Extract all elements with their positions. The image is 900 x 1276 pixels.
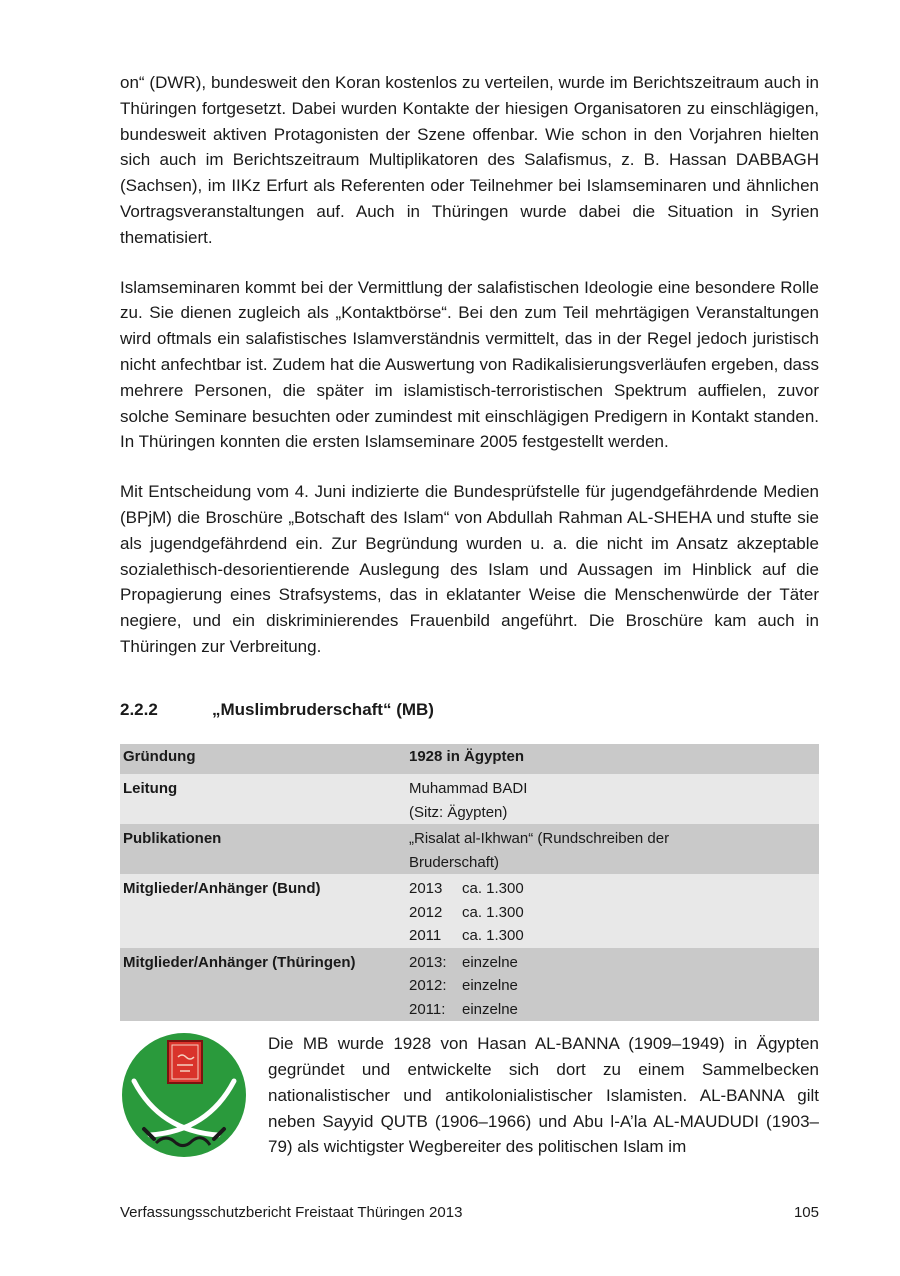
section-heading <box>120 700 819 720</box>
table-row <box>120 774 819 824</box>
thueringen-row <box>409 951 816 975</box>
page-footer <box>120 1204 819 1221</box>
value-thueringen <box>406 948 819 1022</box>
label-gruendung: Gründung <box>120 744 406 775</box>
thueringen-value: einzelne <box>462 953 518 971</box>
bund-row <box>409 877 816 901</box>
publikationen-line2: Bruderschaft) <box>409 853 500 871</box>
thueringen-row <box>409 998 816 1022</box>
value-gruendung: 1928 in Ägypten <box>406 744 819 775</box>
emblem-and-text <box>120 1031 819 1160</box>
table-row <box>120 824 819 874</box>
section-number: 2.2.2 <box>120 699 158 719</box>
bund-value: ca. 1.300 <box>462 927 524 945</box>
thueringen-year: 2011: <box>409 1000 446 1018</box>
page-number: 105 <box>793 1204 819 1221</box>
leitung-sitz: (Sitz: Ägypten) <box>409 803 508 821</box>
table-row <box>120 948 819 1022</box>
bund-row <box>409 901 816 925</box>
table-row <box>120 874 819 948</box>
paragraph-islamseminare: Islamseminaren kommt bei der Vermittlung der salafistischen Ideologie eine besondere Rolle zu. Sie dienen zugleich als „Kontaktbörse“. Bei den zum Teil mehrtägigen Veranstaltungen wird oftmals ein salafistisches Islamverständnis vermittelt, das in der Regel jedoch juristisch nicht anfechtbar ist. Zudem hat die Auswertung von Radikalisierungsverläufen ergeben, dass mehrere Personen, die später im islamistisch-terroristischen Spektrum auffielen, zuvor solche Seminare besuchten oder zumindest mit einschlägigen Predigern in Kontakt standen. In Thüringen konnten die ersten Islamseminare 2005 festgestellt werden. <box>120 277 819 452</box>
footer-title: Verfassungsschutzbericht Freistaat Thüringen 2013 <box>120 1204 463 1221</box>
label-bund: Mitglieder/Anhänger (Bund) <box>120 874 406 948</box>
label-leitung: Leitung <box>120 774 406 824</box>
muslim-brotherhood-emblem-icon <box>120 1031 248 1159</box>
page-content <box>120 70 819 1160</box>
leitung-name: Muhammad BADI <box>409 780 528 798</box>
label-thueringen: Mitglieder/Anhänger (Thüringen) <box>120 948 406 1022</box>
thueringen-value: einzelne <box>462 977 518 995</box>
table-row <box>120 744 819 775</box>
label-publikationen: Publikationen <box>120 824 406 874</box>
emblem-book <box>168 1041 202 1083</box>
thueringen-row <box>409 974 816 998</box>
bund-year: 2011 <box>409 927 442 945</box>
bund-value: ca. 1.300 <box>462 903 524 921</box>
bund-year: 2013 <box>409 880 443 898</box>
value-publikationen <box>406 824 819 874</box>
facts-table <box>120 744 819 1022</box>
thueringen-year: 2012: <box>409 977 447 995</box>
paragraph-mb-history: Die MB wurde 1928 von Hasan AL-BANNA (1909–1949) in Ägypten gegründet und entwickelte sich dort zu einem Sammelbecken nationalistischer und antikolonialistischer Islamisten. AL-BANNA gilt neben Sayyid QUTB (1906–1966) und Abu l-A’la AL-MAUDUDI (1903–79) als wichtigster Wegbereiter des politischen Islam im <box>268 1034 819 1157</box>
bund-value: ca. 1.300 <box>462 880 524 898</box>
value-leitung <box>406 774 819 824</box>
bund-year: 2012 <box>409 903 443 921</box>
paragraph-bpjm: Mit Entscheidung vom 4. Juni indizierte die Bundesprüfstelle für jugendgefährdende Medien (BPjM) die Broschüre „Botschaft des Islam“ von Abdullah Rahman AL-SHEHA und stufte sie als jugendgefährdend ein. Zur Begründung wurden u. a. die nicht im Ansatz akzeptable sozialethisch-desorientierende Auslegung des Islam und Aussagen im Hinblick auf die Propagierung eines Strafsystems, das in eklatanter Weise die Menschenwürde der Täter negiere, und ein diskriminierendes Frauenbild angeführt. Die Broschüre kam auch in Thüringen zur Verbreitung. <box>120 482 819 656</box>
value-bund <box>406 874 819 948</box>
thueringen-value: einzelne <box>462 1000 518 1018</box>
bund-row <box>409 924 816 948</box>
thueringen-year: 2013: <box>409 953 447 971</box>
section-title: „Muslimbruderschaft“ (MB) <box>212 699 434 719</box>
publikationen-line1: „Risalat al-Ikhwan“ (Rundschreiben der <box>409 830 670 848</box>
paragraph-dwr: on“ (DWR), bundesweit den Koran kostenlos zu verteilen, wurde im Berichtszeitraum auch in Thüringen fortgesetzt. Dabei wurden Kontakte der hiesigen Organisatoren zu einschlägigen, bundesweit aktiven Protagonisten der Szene offenbar. Wie schon in den Vorjahren hielten sich auch im Berichtszeitraum Multiplikatoren des Salafismus, z. B. Hassan DABBAGH (Sachsen), im IIKz Erfurt als Referenten oder Teilnehmer bei Islamseminaren und ähnlichen Vortragsveranstaltungen auf. Auch in Thüringen wurde dabei die Situation in Syrien thematisiert. <box>120 73 819 247</box>
